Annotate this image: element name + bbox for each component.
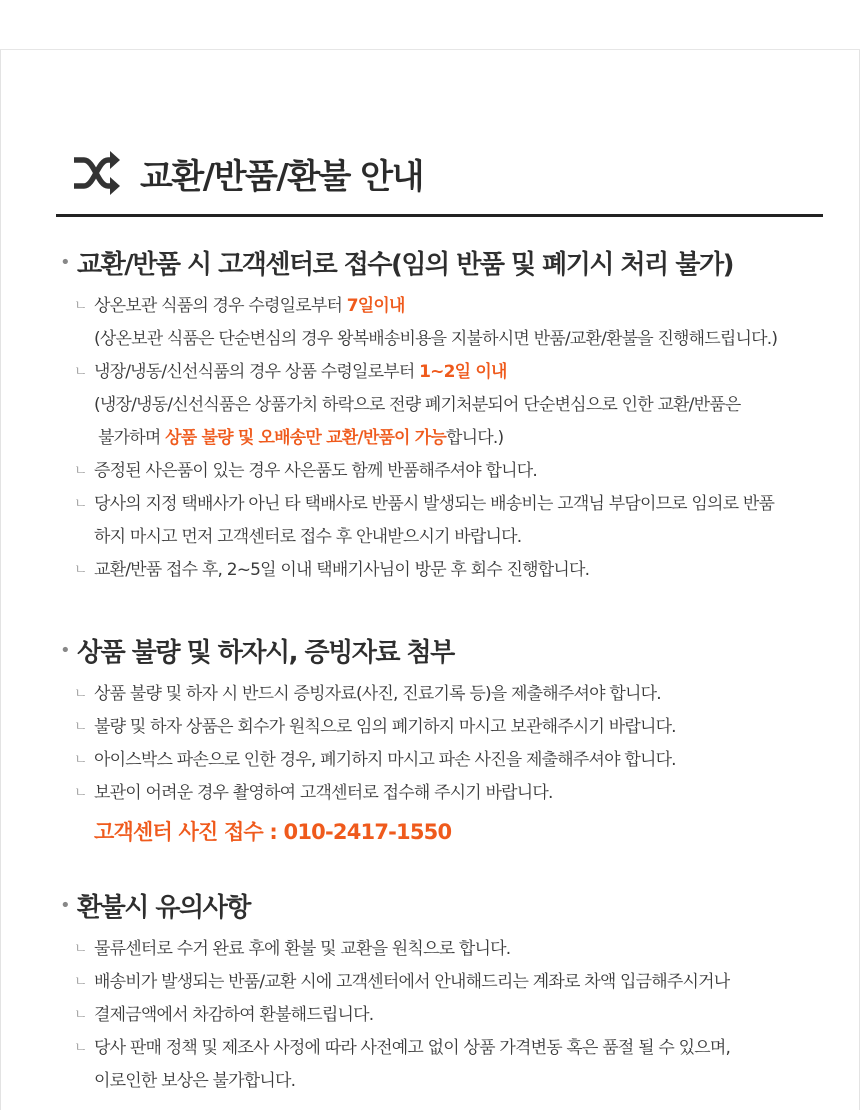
page-title: 교환/반품/환불 안내 bbox=[140, 156, 423, 197]
item-text: 합니다.) bbox=[446, 428, 504, 448]
list-item bbox=[60, 554, 840, 587]
list-item bbox=[60, 356, 840, 389]
contact-info: 고객센터 사진 접수 : 010-2417-1550 bbox=[94, 820, 452, 844]
top-bar bbox=[0, 0, 860, 50]
section-list bbox=[60, 290, 840, 587]
bullet-icon: • bbox=[60, 639, 71, 661]
list-item bbox=[60, 999, 840, 1032]
list-item bbox=[60, 711, 840, 744]
highlight-text: 7일이내 bbox=[346, 296, 405, 316]
sub-item-icon: ㄴ bbox=[74, 1007, 87, 1023]
list-item bbox=[60, 1032, 840, 1065]
sub-item-icon: ㄴ bbox=[74, 463, 87, 479]
sub-item-icon: ㄴ bbox=[74, 941, 87, 957]
sub-item-icon: ㄴ bbox=[74, 298, 87, 314]
list-item bbox=[60, 777, 840, 810]
sub-item-icon: ㄴ bbox=[74, 719, 87, 735]
list-item bbox=[60, 488, 840, 521]
item-text: 교환/반품 접수 후, 2~5일 이내 택배기사님이 방문 후 회수 진행합니다. bbox=[94, 560, 590, 580]
item-text: 불가하며 bbox=[98, 428, 166, 448]
section-heading-row bbox=[60, 885, 840, 925]
sub-item-icon: ㄴ bbox=[74, 1040, 87, 1056]
list-item-continuation: (상온보관 식품은 단순변심의 경우 왕복배송비용을 지불하시면 반품/교환/환불을 진행해드립니다.) bbox=[94, 329, 778, 349]
list-item-continuation: 이로인한 보상은 불가합니다. bbox=[94, 1071, 296, 1091]
section-heading-row bbox=[60, 630, 840, 670]
section-list bbox=[60, 678, 840, 810]
list-item bbox=[60, 455, 840, 488]
list-item bbox=[60, 744, 840, 777]
item-text: 보관이 어려운 경우 촬영하여 고객센터로 접수해 주시기 바랍니다. bbox=[94, 783, 553, 803]
sub-item-icon: ㄴ bbox=[74, 364, 87, 380]
section-defect-evidence bbox=[60, 630, 840, 850]
sub-item-icon: ㄴ bbox=[74, 974, 87, 990]
shuffle-icon bbox=[72, 151, 120, 195]
section-refund-notes bbox=[60, 885, 840, 1098]
item-text: 증정된 사은품이 있는 경우 사은품도 함께 반품해주셔야 합니다. bbox=[94, 461, 538, 481]
list-item bbox=[60, 933, 840, 966]
list-item bbox=[60, 678, 840, 711]
section-heading: 상품 불량 및 하자시, 증빙자료 첨부 bbox=[77, 637, 454, 668]
sub-item-icon: ㄴ bbox=[74, 496, 87, 512]
page-title-row bbox=[72, 148, 423, 198]
sub-item-icon: ㄴ bbox=[74, 562, 87, 578]
highlight-text: 상품 불량 및 오배송만 교환/반품이 가능 bbox=[165, 428, 447, 448]
item-text: 물류센터로 수거 완료 후에 환불 및 교환을 원칙으로 합니다. bbox=[94, 939, 511, 959]
sub-item-icon: ㄴ bbox=[74, 686, 87, 702]
list-item-continuation bbox=[60, 422, 840, 455]
item-text: 배송비가 발생되는 반품/교환 시에 고객센터에서 안내해드리는 계좌로 차액 입금해주시거나 bbox=[94, 972, 730, 992]
section-exchange-return bbox=[60, 242, 840, 587]
section-list bbox=[60, 933, 840, 1098]
list-item bbox=[60, 290, 840, 323]
bullet-icon: • bbox=[60, 251, 71, 273]
item-text: 불량 및 하자 상품은 회수가 원칙으로 임의 폐기하지 마시고 보관해주시기 바랍니다. bbox=[94, 717, 676, 737]
list-item-continuation: 하지 마시고 먼저 고객센터로 접수 후 안내받으시기 바랍니다. bbox=[94, 527, 522, 547]
item-text: 상품 불량 및 하자 시 반드시 증빙자료(사진, 진료기록 등)을 제출해주셔야 합니다. bbox=[94, 684, 661, 704]
item-text: 당사 판매 정책 및 제조사 사정에 따라 사전예고 없이 상품 가격변동 혹은 품절 될 수 있으며, bbox=[94, 1038, 731, 1058]
section-heading: 교환/반품 시 고객센터로 접수(임의 반품 및 폐기시 처리 불가) bbox=[77, 249, 733, 280]
item-text: 냉장/냉동/신선식품의 경우 상품 수령일로부터 bbox=[94, 362, 420, 382]
item-text: 당사의 지정 택배사가 아닌 타 택배사로 반품시 발생되는 배송비는 고객님 부담이므로 임의로 반품 bbox=[94, 494, 775, 514]
section-heading: 환불시 유의사항 bbox=[77, 892, 250, 923]
sub-item-icon: ㄴ bbox=[74, 785, 87, 801]
item-text: 상온보관 식품의 경우 수령일로부터 bbox=[94, 296, 347, 316]
bullet-icon: • bbox=[60, 894, 71, 916]
highlight-text: 1~2일 이내 bbox=[419, 362, 507, 382]
sub-item-icon: ㄴ bbox=[74, 752, 87, 768]
title-divider bbox=[56, 214, 823, 217]
item-text: 결제금액에서 차감하여 환불해드립니다. bbox=[94, 1005, 374, 1025]
section-heading-row bbox=[60, 242, 840, 282]
list-item bbox=[60, 966, 840, 999]
item-text: 아이스박스 파손으로 인한 경우, 폐기하지 마시고 파손 사진을 제출해주셔야 합니다. bbox=[94, 750, 676, 770]
list-item-continuation: (냉장/냉동/신선식품은 상품가치 하락으로 전량 폐기처분되어 단순변심으로 인한 교환/반품은 bbox=[94, 395, 741, 415]
